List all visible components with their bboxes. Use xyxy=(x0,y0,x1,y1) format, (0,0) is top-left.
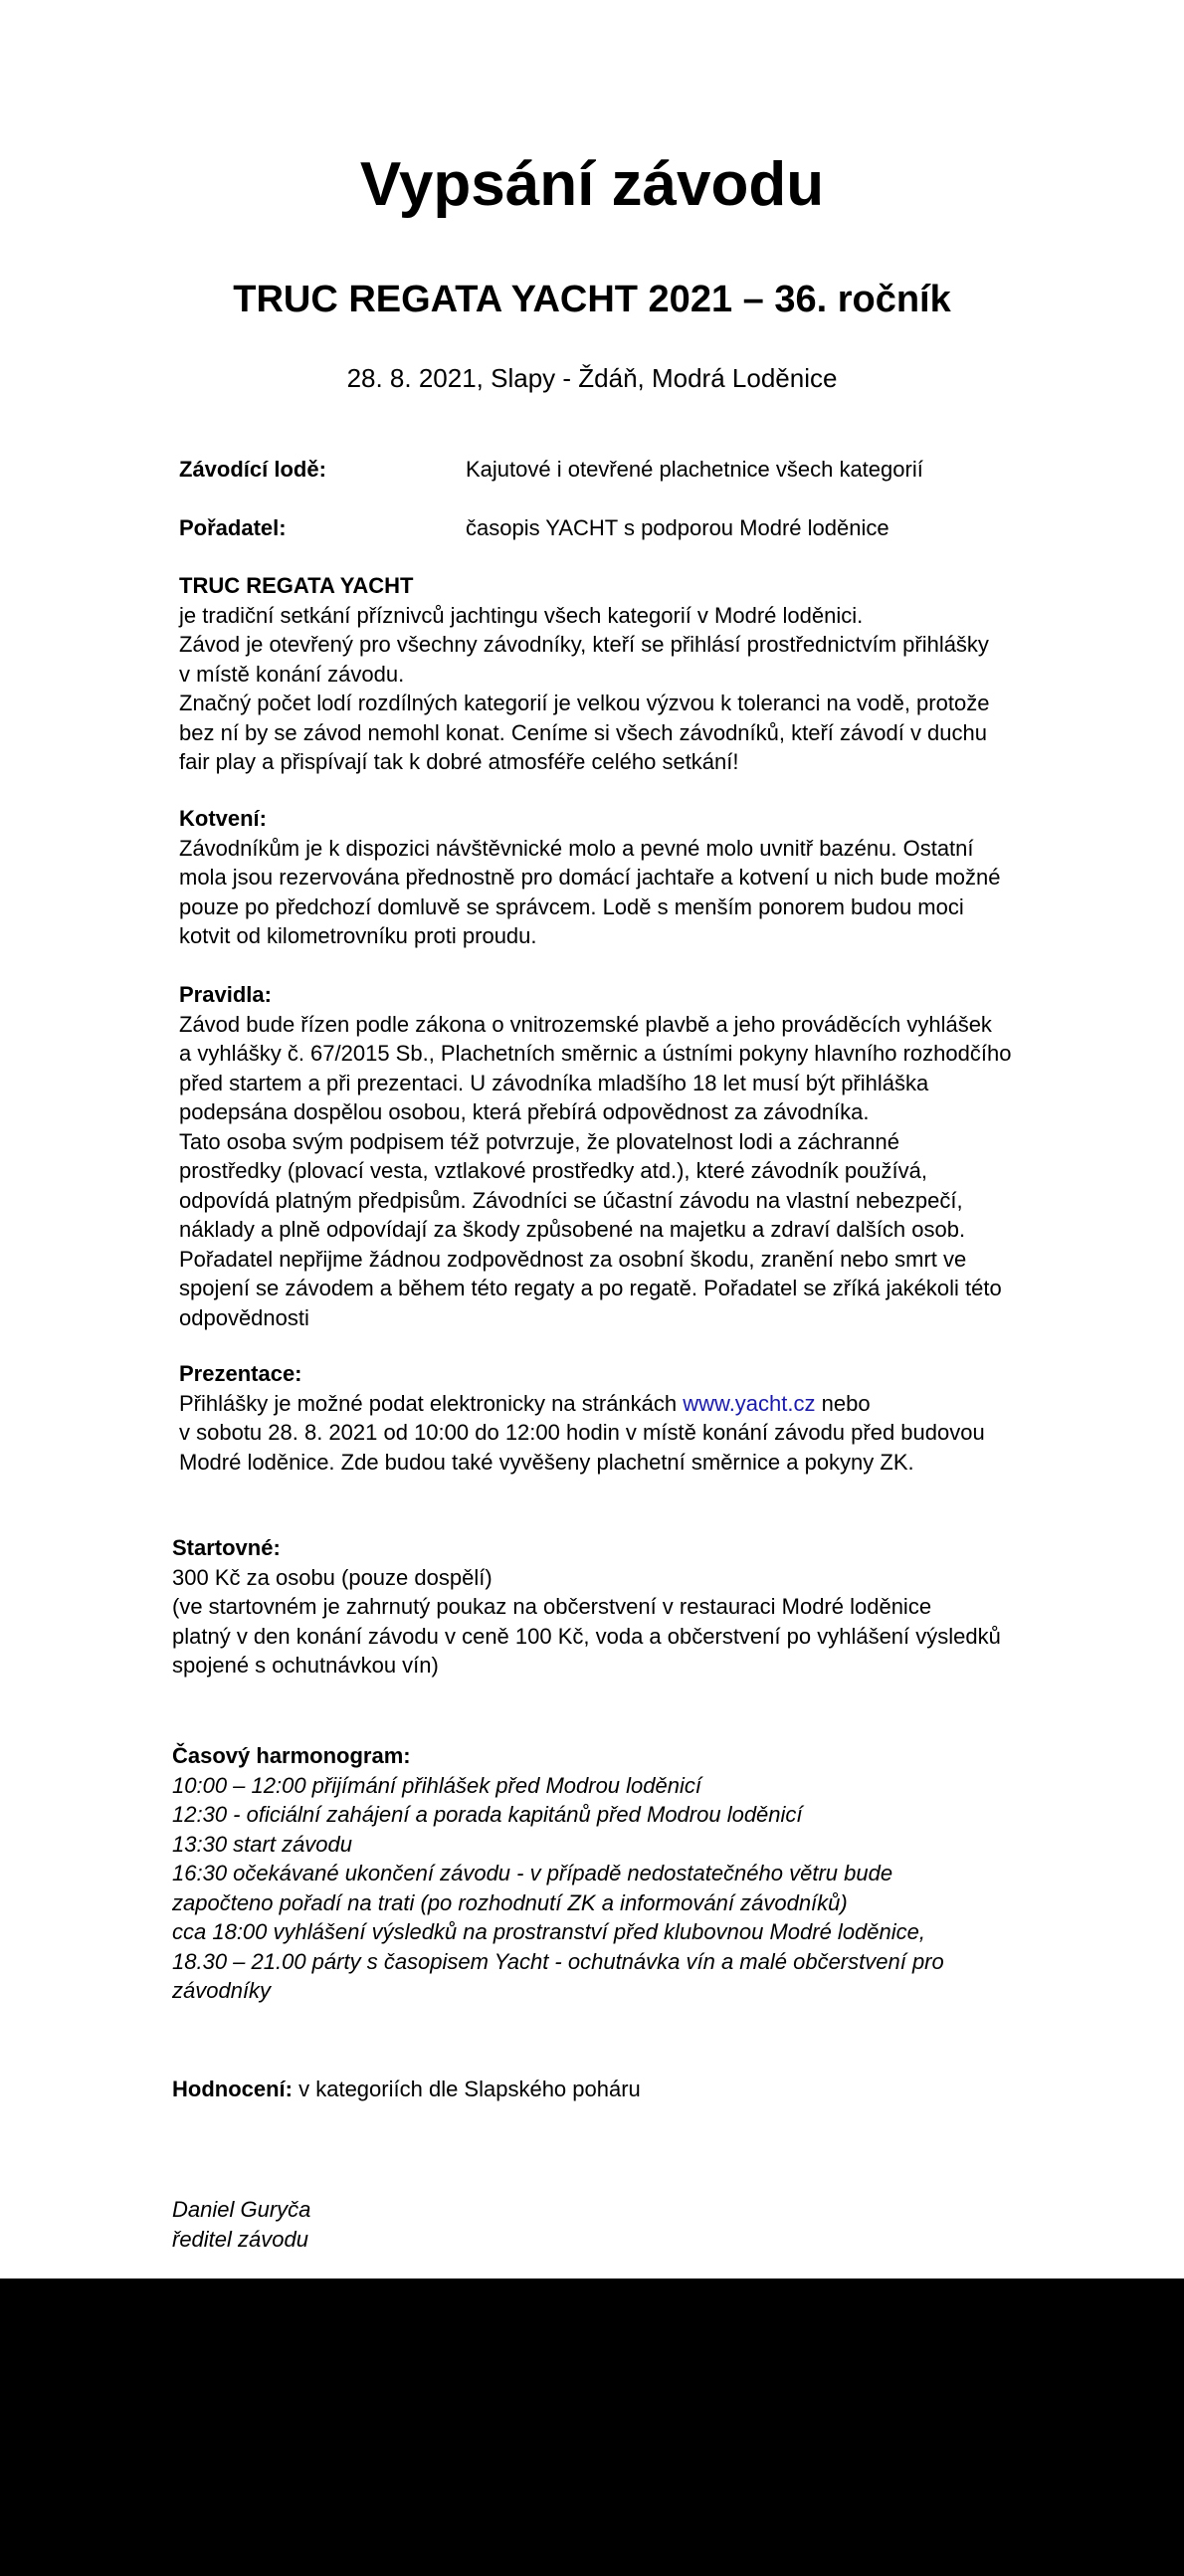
schedule-item: cca 18:00 vyhlášení výsledků na prostranství před klubovnou Modré loděnice, xyxy=(172,1919,925,1944)
fee-line: spojené s ochutnávkou vín) xyxy=(172,1653,439,1678)
registration-section xyxy=(179,1359,1015,1477)
intro-line: Značný počet lodí rozdílných kategorií je velkou výzvou k toleranci na vodě, protože xyxy=(179,691,990,715)
schedule-item: započteno pořadí na trati (po rozhodnutí ZK a informování závodníků) xyxy=(172,1889,848,1915)
mooring-line: Závodníkům je k dispozici návštěvnické molo a pevné molo uvnitř bazénu. Ostatní xyxy=(179,835,974,861)
signature-role: ředitel závodu xyxy=(172,2226,308,2252)
signature-block xyxy=(172,2195,1008,2254)
yacht-website-link[interactable]: www.yacht.cz xyxy=(683,1390,816,1416)
rules-line: prostředky (plovací vesta, vztlakové prostředky atd.), které závodník používá, xyxy=(179,1158,928,1183)
event-subtitle: TRUC REGATA YACHT 2021 – 36. ročník xyxy=(233,279,951,320)
mooring-section xyxy=(179,804,1015,951)
registration-text: Přihlášky je možné podat elektronicky na stránkách xyxy=(179,1390,684,1416)
mooring-heading: Kotvení: xyxy=(179,806,267,831)
intro-line: v místě konání závodu. xyxy=(179,661,405,687)
boats-label: Závodící lodě: xyxy=(179,457,326,482)
mooring-line: pouze po předchozí domluvě se správcem. Lodě s menším ponorem budou moci xyxy=(179,893,964,919)
fee-heading: Startovné: xyxy=(172,1535,281,1560)
rules-line: Závod bude řízen podle zákona o vnitrozemské plavbě a jeho prováděcích vyhlášek xyxy=(179,1011,992,1037)
rating-value: v kategoriích dle Slapského poháru xyxy=(293,2077,641,2101)
rules-line: Pořadatel nepřijme žádnou zodpovědnost za osobní škodu, zranění nebo smrt ve xyxy=(179,1246,967,1272)
schedule-item: závodníky xyxy=(172,1978,272,2003)
rules-heading: Pravidla: xyxy=(179,982,272,1007)
fee-section xyxy=(172,1533,1008,1681)
schedule-item: 16:30 očekávané ukončení závodu - v případě nedostatečného větru bude xyxy=(172,1861,893,1885)
rules-line: Tato osoba svým podpisem též potvrzuje, že plovatelnost lodi a záchranné xyxy=(179,1128,899,1154)
rules-line: spojení se závodem a během této regaty a po regatě. Pořadatel se zříká jakékoli této xyxy=(179,1276,1002,1300)
rules-section xyxy=(179,980,1015,1332)
fee-line: 300 Kč za osobu (pouze dospělí) xyxy=(172,1564,493,1590)
registration-heading: Prezentace: xyxy=(179,1361,302,1386)
page-title: Vypsání závodu xyxy=(359,150,825,219)
rules-line: podepsána dospělou osobou, která přebírá odpovědnost za závodníka. xyxy=(179,1099,870,1124)
rules-line: před startem a při prezentaci. U závodníka mladšího 18 let musí být přihláška xyxy=(179,1070,929,1095)
intro-line: bez ní by se závod nemohl konat. Ceníme si všech závodníků, kteří závodí v duchu xyxy=(179,719,987,745)
schedule-item: 10:00 – 12:00 přijímání přihlášek před Modrou loděnicí xyxy=(172,1772,701,1798)
schedule-section xyxy=(172,1741,1008,2006)
schedule-item: 12:30 - oficiální zahájení a porada kapitánů před Modrou loděnicí xyxy=(172,1802,803,1827)
intro-line: fair play a přispívají tak k dobré atmosféře celého setkání! xyxy=(179,749,739,774)
rules-line: odpovědnosti xyxy=(179,1304,309,1330)
intro-line: Závod je otevřený pro všechny závodníky, kteří se přihlásí prostřednictvím přihlášky xyxy=(179,632,989,657)
rating-label: Hodnocení: xyxy=(172,2077,293,2101)
registration-text: nebo xyxy=(815,1390,871,1416)
intro-section xyxy=(179,571,1015,777)
rules-line: odpovídá platným předpisům. Závodníci se účastní závodu na vlastní nebezpečí, xyxy=(179,1187,963,1213)
registration-line: v sobotu 28. 8. 2021 od 10:00 do 12:00 hodin v místě konání závodu před budovou xyxy=(179,1420,985,1445)
registration-line xyxy=(179,1389,1015,1419)
mooring-line: mola jsou rezervována přednostně pro domácí jachtaře a kotvení u nich bude možné xyxy=(179,865,1001,890)
event-dateline: 28. 8. 2021, Slapy - Ždáň, Modrá Loděnice xyxy=(346,363,838,393)
intro-heading: TRUC REGATA YACHT xyxy=(179,573,414,598)
schedule-item: 18.30 – 21.00 párty s časopisem Yacht - ochutnávka vín a malé občerstvení pro xyxy=(172,1948,944,1974)
fee-line: (ve startovném je zahrnutý poukaz na občerstvení v restauraci Modré loděnice xyxy=(172,1594,932,1619)
rating-line xyxy=(172,2075,1008,2104)
rules-line: náklady a plně odpovídají za škody způsobené na majetku a zdraví dalších osob. xyxy=(179,1217,966,1242)
organizer-value: časopis YACHT s podporou Modré loděnice xyxy=(466,515,889,540)
fee-line: platný v den konání závodu v ceně 100 Kč, voda a občerstvení po vyhlášení výsledků xyxy=(172,1623,1001,1649)
schedule-heading: Časový harmonogram: xyxy=(172,1743,411,1768)
rating-section xyxy=(172,2075,1008,2104)
mooring-line: kotvit od kilometrovníku proti proudu. xyxy=(179,923,537,948)
boats-value: Kajutové i otevřené plachetnice všech kategorií xyxy=(466,457,923,482)
signature-name: Daniel Guryča xyxy=(172,2197,311,2222)
intro-line: je tradiční setkání příznivců jachtingu všech kategorií v Modré loděnici. xyxy=(179,602,864,628)
registration-line: Modré loděnice. Zde budou také vyvěšeny plachetní směrnice a pokyny ZK. xyxy=(179,1449,914,1475)
organizer-label: Pořadatel: xyxy=(179,515,287,540)
rules-line: a vyhlášky č. 67/2015 Sb., Plachetních směrnic a ústními pokyny hlavního rozhodčího xyxy=(179,1041,1012,1066)
schedule-item: 13:30 start závodu xyxy=(172,1831,353,1857)
